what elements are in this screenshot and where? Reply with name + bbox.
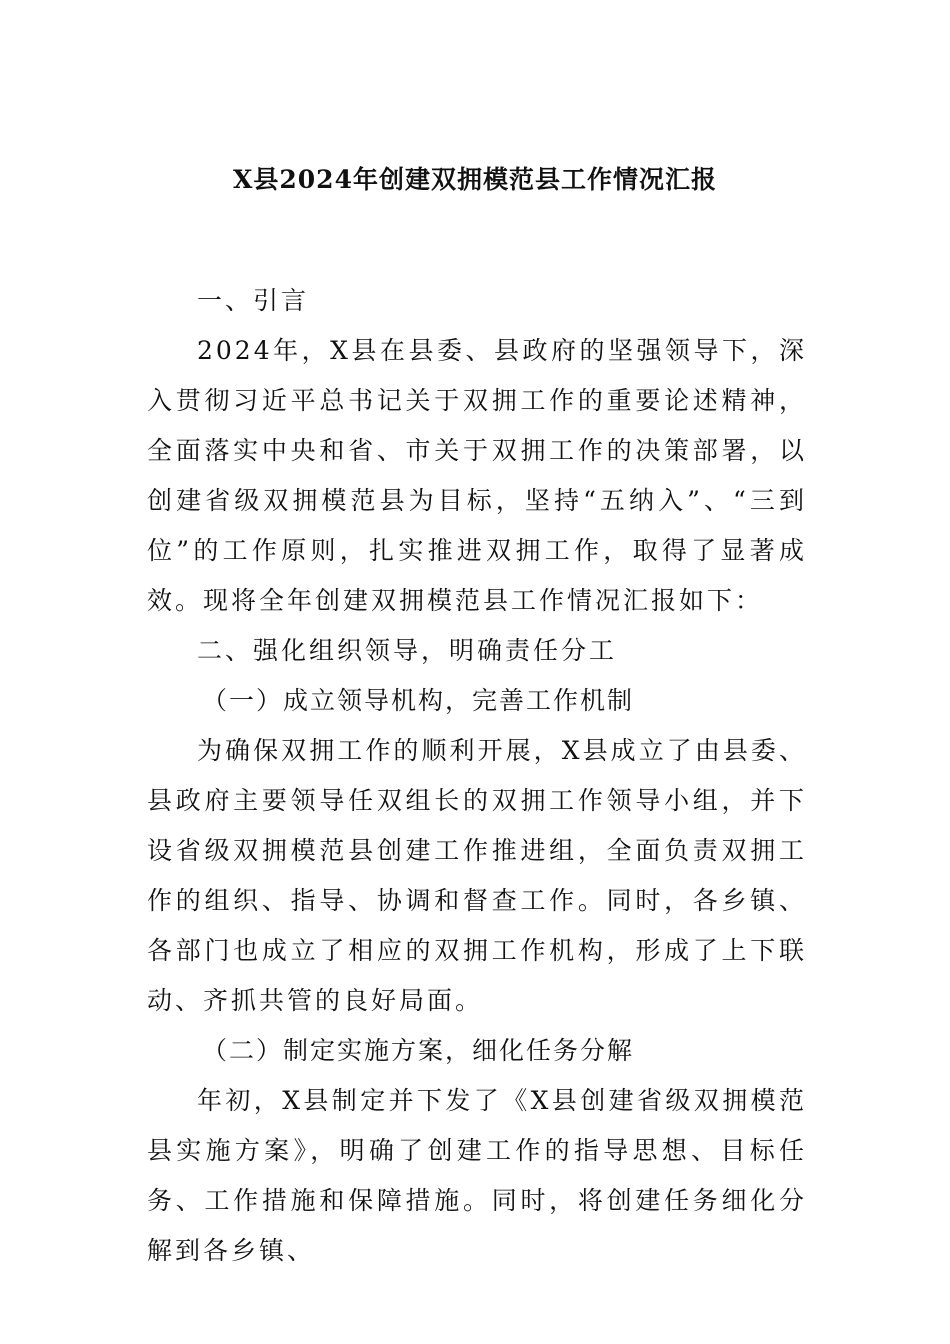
paragraph-intro: 2024年，X县在县委、县政府的坚强领导下，深入贯彻习近平总书记关于双拥工作的重要论述精神，全面落实中央和省、市关于双拥工作的决策部署，以创建省级双拥模范县为目标，坚持“五纳入”、“三到位”的工作原则，扎实推进双拥工作，取得了显著成效。现将全年创建双拥模范县工作情况汇报如下： — [147, 336, 807, 615]
document-body — [147, 276, 807, 1276]
subsection-heading-leadership: （一）成立领导机构，完善工作机制 — [202, 686, 635, 715]
subsection-heading-plan: （二）制定实施方案，细化任务分解 — [202, 1036, 635, 1065]
paragraph-leadership: 为确保双拥工作的顺利开展，X县成立了由县委、县政府主要领导任双组长的双拥工作领导小组，并下设省级双拥模范县创建工作推进组，全面负责双拥工作的组织、指导、协调和督查工作。同时，各乡镇、各部门也成立了相应的双拥工作机构，形成了上下联动、齐抓共管的良好局面。 — [147, 736, 807, 1015]
section-heading-intro: 一、引言 — [197, 286, 310, 315]
paragraph-plan: 年初，X县制定并下发了《X县创建省级双拥模范县实施方案》，明确了创建工作的指导思想、目标任务、工作措施和保障措施。同时，将创建任务细化分解到各乡镇、 — [147, 1086, 807, 1265]
section-heading-organization: 二、强化组织领导，明确责任分工 — [197, 636, 618, 665]
document-title: X县2024年创建双拥模范县工作情况汇报 — [233, 165, 717, 194]
